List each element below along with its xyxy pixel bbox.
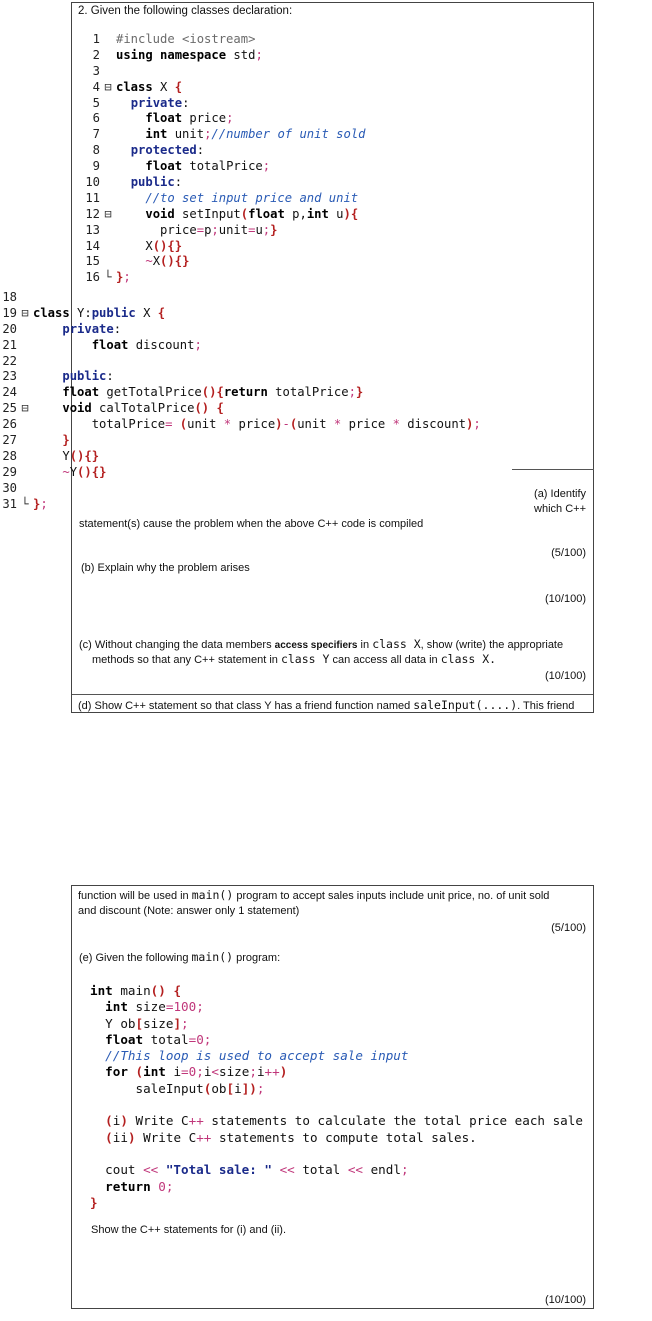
question-c-line1 [79, 638, 563, 652]
code-text: price=p;unit=u;} [116, 222, 278, 237]
code-text: }; [33, 496, 48, 511]
line-number: 22 [2, 353, 17, 368]
code-line [0, 322, 481, 338]
question-c-code2: class Y [280, 652, 330, 666]
code-line [0, 385, 481, 401]
code-line [80, 64, 366, 80]
line-number: 8 [92, 143, 100, 158]
line-number: 29 [2, 464, 17, 479]
line-number: 19 [2, 305, 17, 320]
line-number: 12 [85, 206, 100, 221]
main-code-line: (ii) Write C++ statements to compute total sales. [105, 1129, 477, 1145]
code-line [80, 96, 366, 112]
question-c-text-1: (c) Without changing the data members [79, 639, 275, 651]
code-text: //to set input price and unit [145, 190, 359, 205]
code-line [0, 417, 481, 433]
code-line [0, 369, 481, 385]
code-text: class X { [116, 79, 183, 94]
line-number: 5 [92, 95, 100, 110]
main-code-line: int size=100; [105, 999, 204, 1015]
question-d-text: (d) Show C++ statement so that class Y has a friend function named [78, 700, 414, 712]
code-text: public: [130, 175, 183, 190]
question-a-marks: (5/100) [551, 547, 586, 559]
main-code-line: (i) Write C++ statements to calculate the total price each sale [105, 1113, 583, 1129]
main-code-line: //This loop is used to accept sale input [105, 1048, 409, 1064]
line-number: 24 [2, 385, 17, 400]
code-line [80, 143, 366, 159]
line-number: 26 [2, 417, 17, 432]
code-text: float totalPrice; [145, 159, 271, 174]
main-code-line: for (int i=0;i<size;i++) [105, 1064, 288, 1080]
code-text: float getTotalPrice(){return totalPrice;} [62, 385, 364, 400]
code-line [80, 48, 366, 64]
line-number: 23 [2, 369, 17, 384]
question-c-code3: class X. [440, 652, 497, 666]
code-block-main [90, 983, 583, 1211]
line-number: 25 [2, 401, 17, 416]
line-number: 21 [2, 337, 17, 352]
line-number: 16 [85, 270, 100, 285]
line-number: 18 [2, 290, 17, 304]
divider-line-d [72, 694, 593, 695]
question-d-cont-text-2: program to accept sales inputs include unit price, no. of unit sold [233, 890, 550, 902]
question-d-cont-line1 [78, 889, 549, 903]
main-code-line [90, 1146, 583, 1162]
code-text: private: [130, 95, 190, 110]
main-code-line: float total=0; [105, 1031, 212, 1047]
code-text: using namespace std; [116, 47, 263, 62]
line-number: 10 [85, 175, 100, 190]
line-number: 11 [85, 190, 100, 205]
code-line [80, 111, 366, 127]
question-c-line2-text-1: methods so that any C++ statement in [92, 654, 281, 666]
code-text: }; [116, 270, 131, 285]
code-line [80, 223, 366, 239]
question-e-text-1: (e) Given the following [79, 952, 192, 964]
question-c-line2 [92, 653, 496, 667]
code-line [80, 80, 366, 96]
code-text: int unit;//number of unit sold [145, 127, 366, 142]
code-block-class-x [80, 32, 366, 286]
main-code-line: return 0; [105, 1178, 174, 1194]
question-e-marks: (10/100) [545, 1294, 586, 1306]
line-number: 4 [92, 79, 100, 94]
line-number: 14 [85, 238, 100, 253]
main-code-line: Y ob[size]; [90, 1015, 189, 1031]
question-c-text-2: in [357, 639, 373, 651]
code-line [80, 32, 366, 48]
code-line [80, 207, 366, 223]
code-text: private: [62, 321, 122, 336]
code-line [0, 433, 481, 449]
line-number: 9 [92, 159, 100, 174]
code-text: Y(){} [33, 448, 100, 463]
question-b-marks: (10/100) [545, 593, 586, 605]
fold-marker-icon[interactable]: ⊟ [21, 401, 29, 416]
line-number: 7 [92, 127, 100, 142]
line-number: 1 [92, 32, 100, 46]
question-d-cont-text-1: function will be used in [78, 890, 192, 902]
code-text: class Y:public X { [33, 305, 166, 320]
question-e-code: main() [191, 950, 234, 964]
code-line [0, 465, 481, 481]
code-line [0, 497, 481, 513]
code-line [80, 159, 366, 175]
main-code-line: cout << "Total sale: " << total << endl; [90, 1162, 409, 1178]
question-c-marks: (10/100) [545, 670, 586, 682]
code-line [80, 175, 366, 191]
code-text: ~X(){} [145, 254, 190, 269]
code-text: void setInput(float p,int u){ [145, 206, 359, 221]
question-e-text-2: program: [233, 952, 281, 964]
question-e-intro [79, 951, 280, 965]
question-a-label-cont: which C++ [534, 503, 586, 515]
code-line [0, 449, 481, 465]
question-d-cont-code: main() [191, 888, 234, 902]
code-line [80, 191, 366, 207]
question-d-marks: (5/100) [551, 922, 586, 934]
line-number: 3 [92, 63, 100, 78]
line-number: 30 [2, 480, 17, 495]
question-a-text: statement(s) cause the problem when the above C++ code is compiled [79, 518, 424, 530]
line-number: 6 [92, 111, 100, 126]
code-text: } [62, 433, 70, 448]
fold-marker-icon[interactable]: ⊟ [104, 206, 112, 221]
code-text: ~Y(){} [62, 464, 107, 479]
code-line [0, 338, 481, 354]
question-a-label: (a) Identify [534, 488, 586, 500]
fold-marker-icon: └ [104, 270, 112, 285]
code-block-class-y [0, 290, 481, 512]
line-number: 27 [2, 433, 17, 448]
code-line [0, 401, 481, 417]
code-line [80, 254, 366, 270]
fold-marker-icon[interactable]: ⊟ [104, 79, 112, 94]
line-number: 15 [85, 254, 100, 269]
divider-line [512, 469, 594, 470]
line-number: 31 [2, 496, 17, 511]
main-code-line: } [90, 1194, 98, 1210]
question-c-text-3: , show (write) the appropriate [420, 639, 564, 651]
line-number: 2 [92, 47, 100, 62]
fold-marker-icon[interactable]: ⊟ [21, 305, 29, 320]
question-e-show: Show the C++ statements for (i) and (ii). [91, 1224, 287, 1236]
line-number: 13 [85, 222, 100, 237]
code-line [0, 306, 481, 322]
question-c-bold: access specifiers [274, 640, 358, 651]
line-number: 28 [2, 448, 17, 463]
code-text: float discount; [91, 337, 202, 352]
question-d-text-end: . This friend [517, 700, 575, 712]
main-code-line: int main() { [90, 983, 182, 998]
question-d-code: saleInput(....) [413, 698, 518, 712]
main-code-line [90, 1097, 583, 1113]
code-text: public: [62, 369, 114, 384]
code-line [0, 481, 481, 497]
code-line [80, 127, 366, 143]
code-text: #include <iostream> [116, 32, 256, 46]
code-text: protected: [130, 143, 205, 158]
code-text: float price; [145, 111, 234, 126]
code-line [80, 270, 366, 286]
question-intro: 2. Given the following classes declaration: [78, 5, 293, 17]
code-text: X(){} [116, 238, 183, 253]
code-line [80, 239, 366, 255]
question-c-code1: class X [372, 637, 421, 651]
question-b-text: (b) Explain why the problem arises [81, 562, 250, 574]
line-number: 20 [2, 321, 17, 336]
code-text: void calTotalPrice() { [62, 401, 224, 416]
fold-marker-icon: └ [21, 496, 29, 511]
question-d-cont-line2: and discount (Note: answer only 1 statement) [78, 905, 300, 917]
question-c-line2-text-2: can access all data in [329, 654, 441, 666]
code-line [0, 354, 481, 370]
code-line [0, 290, 481, 306]
main-code-line: saleInput(ob[i]); [90, 1080, 265, 1096]
question-d-line [78, 699, 574, 713]
code-text: totalPrice= (unit * price)-(unit * price * discount); [33, 417, 481, 432]
